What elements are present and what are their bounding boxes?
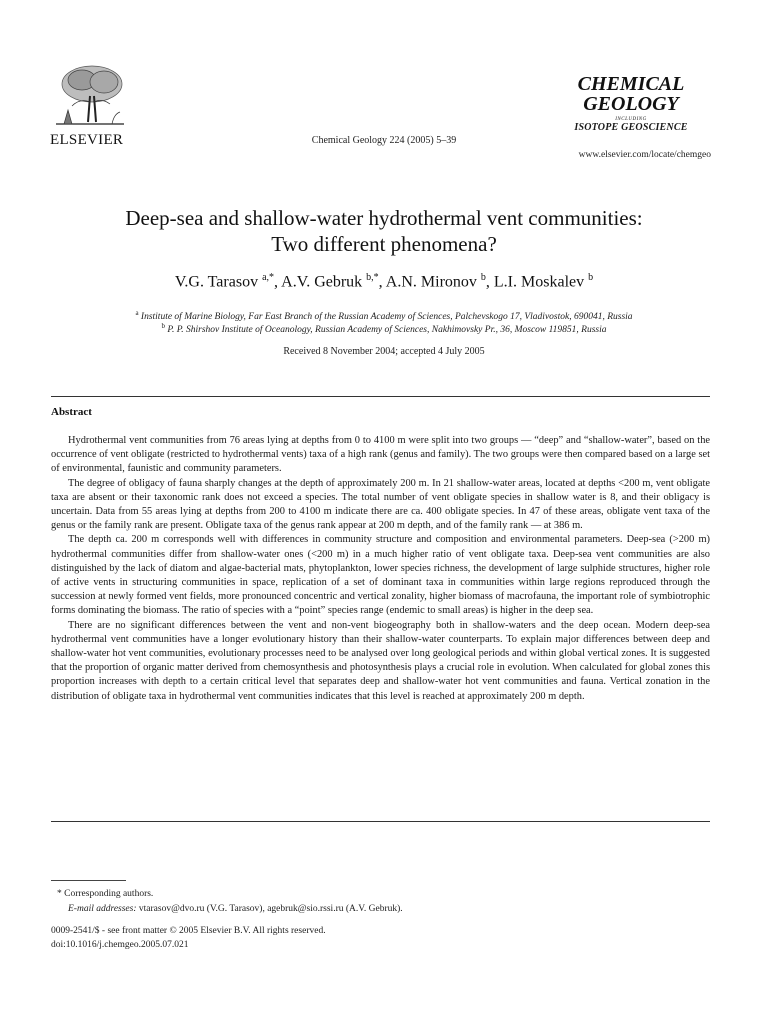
doi-line[interactable]: doi:10.1016/j.chemgeo.2005.07.021	[51, 940, 189, 950]
author-name: A.V. Gebruk	[281, 273, 363, 291]
journal-subtitle: ISOTOPE GEOSCIENCE	[574, 122, 688, 133]
author-name: V.G. Tarasov	[174, 273, 259, 291]
elsevier-tree-logo	[52, 62, 128, 132]
article-title-line2: Two different phenomena?	[271, 232, 497, 256]
journal-citation: Chemical Geology 224 (2005) 5–39	[311, 135, 457, 146]
journal-masthead	[551, 74, 711, 133]
author-name: L.I. Moskalev	[493, 273, 585, 291]
abstract-paragraph: There are no significant differences between the vent and non-vent biogeography both in shallow-waters and the deep ocean. Modern deep-sea hydrothermal vent communities have a longer evolutionary history than their shallow-water counterparts. To explain major differences between deep and shallow-water hot vent communities, evolutionary processes need to be analysed over long geological periods and within global vertical zones. It is suggested that the proportion of organic matter derived from chemosynthesis and photosynthesis plays a crucial role in evolution. When calculated for global zones this proportion increases with depth to a certain critical level that separates deep and shallow-water hot vent communities and fauna. Vertical zonation in the distribution of obligate taxa in hydrothermal vent communities indicates that this level is reached at approximately 200 m depth.	[51, 619, 710, 702]
journal-title-line2: GEOLOGY	[583, 93, 679, 115]
footnote-mark: *	[57, 889, 62, 899]
abstract-bottom-rule	[51, 821, 710, 822]
author-name: A.N. Mironov	[385, 273, 477, 291]
author-affiliation-mark: a,*	[262, 272, 275, 283]
affiliation-text: P. P. Shirshov Institute of Oceanology, Russian Academy of Sciences, Nakhimovsky Pr., 36, Moscow 119851, Russia	[167, 325, 607, 336]
author-affiliation-mark: b	[588, 272, 594, 283]
abstract-paragraph: The depth ca. 200 m corresponds well with differences in community structure and composition and environmental parameters. Deep-sea (>200 m) hydrothermal communities differ from shallow-water ones (<200 m) in a much higher ratio of vent obligate taxa. Deep-sea vent communities are also distinguished by the lack of diatom and algae-bacterial mats, phytoplankton, lower species richness, the development of large sulphide structures, higher role of active vents in structuring communities in space, replication of a set of dominant taxa in communities within large regions reproduced through the succession at newly formed vent fields, more pronounced concentric and vertical zonality, higher biomass of macrofauna, the important role of symbiotrophic forms dominating the biomass. The ratio of species with a “point” species range (endemic to small areas) is higher in the deep sea.	[51, 534, 710, 617]
author-affiliation-mark: b,*	[366, 272, 379, 283]
footnote-rule	[51, 880, 126, 881]
affiliation-b	[0, 322, 768, 335]
abstract-heading: Abstract	[51, 406, 92, 418]
journal-including: INCLUDING	[615, 117, 647, 122]
journal-title-line1: CHEMICAL	[577, 73, 685, 95]
corresponding-text: Corresponding authors.	[64, 889, 154, 899]
email-footnote	[68, 904, 403, 914]
affiliation-a	[0, 309, 768, 322]
author-list: V.G. Tarasov $^{a,*}$, A.V. Gebruk $^{b,*}$, A.N. Mironov $^b$, L.I. Moskalev $^b$	[174, 272, 594, 291]
corresponding-footnote	[57, 889, 153, 899]
email-addresses[interactable]: vtarasov@dvo.ru (V.G. Tarasov), agebruk@sio.rssi.ru (A.V. Gebruk).	[138, 904, 403, 914]
article-title	[0, 205, 768, 257]
author-affiliation-mark: b	[480, 272, 486, 283]
received-dates: Received 8 November 2004; accepted 4 July 2005	[283, 346, 485, 357]
journal-url[interactable]: www.elsevier.com/locate/chemgeo	[578, 150, 711, 160]
abstract-top-rule	[51, 396, 710, 397]
abstract-paragraph: The degree of obligacy of fauna sharply changes at the depth of approximately 200 m. In 21 shallow-water areas, located at depths <200 m, vent obligate taxa are absent or their taxonomic rank does not exceed a species. The total number of vent obligate species in shallow water is 8, and their obligacy is uncertain. Data from 55 areas lying at depths from 200 to 4100 m indicate there are ca. 400 obligate species. In 47 of these areas, obligate vent taxa of the genus or the family rank are present. Obligate taxa of the genus rank appear at 200 m depth, and of the family rank — at 386 m.	[51, 477, 710, 532]
affiliation-text: Institute of Marine Biology, Far East Branch of the Russian Academy of Sciences, Palchevskogo 17, Vladivostok, 690041, Russia	[140, 312, 633, 323]
article-title-line1: Deep-sea and shallow-water hydrothermal vent communities:	[125, 206, 643, 230]
copyright-line: 0009-2541/$ - see front matter © 2005 Elsevier B.V. All rights reserved.	[51, 926, 326, 936]
publisher-name: ELSEVIER	[50, 132, 124, 148]
affiliation-mark: b	[161, 322, 165, 330]
abstract-body	[51, 434, 710, 704]
affiliation-mark: a	[135, 309, 139, 317]
abstract-paragraph: Hydrothermal vent communities from 76 areas lying at depths from 0 to 4100 m were split into two groups — “deep” and “shallow-water”, based on the occurrence of vent obligate (restricted to hydrothermal vents) taxa of a high rank (genus and family). The two groups were then compared based on a large set of environmental, faunistic and community parameters.	[51, 435, 710, 475]
email-label: E-mail addresses:	[68, 904, 137, 914]
